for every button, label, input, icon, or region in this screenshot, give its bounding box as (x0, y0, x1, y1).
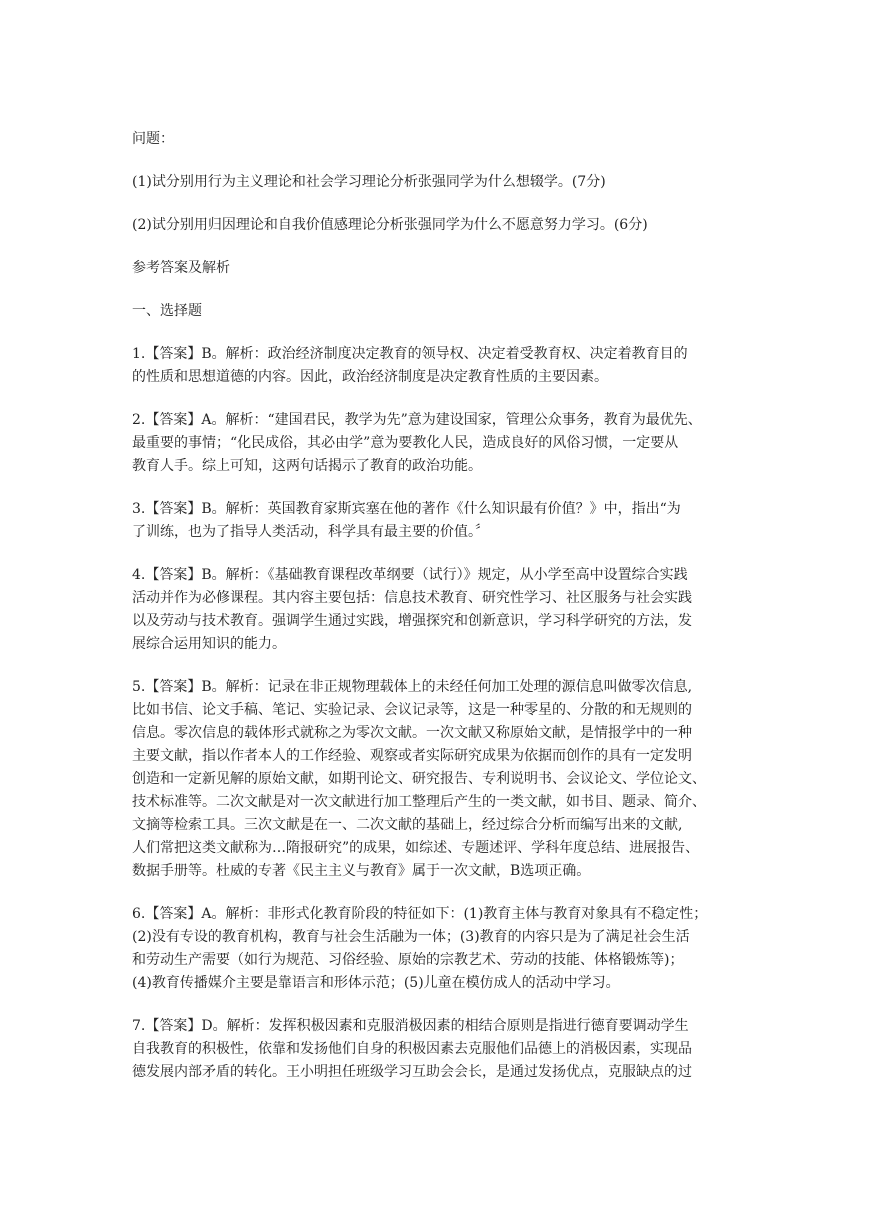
text-line: 6.【答案】A。解析：非形式化教育阶段的特征如下：(1)教育主体与教育对象具有不稳定性； (132, 906, 708, 922)
text-line: 问题： (132, 131, 174, 147)
text-line: 人们常把这类文献称为…隋报研究”的成果，如综述、专题述评、学科年度总结、进展报告、 (132, 840, 700, 856)
document-paragraph (132, 128, 738, 151)
text-line: 的性质和思想道德的内容。因此，政治经济制度是决定教育性质的主要因素。 (132, 369, 608, 385)
text-line: 3.【答案】B。解析：英国教育家斯宾塞在他的著作《什么知识最有价值？》中，指出“为 (132, 501, 681, 517)
document-paragraph (132, 409, 738, 478)
text-line: 文摘等检索工具。三次文献是在一、二次文献的基础上，经过综合分析而编写出来的文献, (132, 817, 683, 833)
text-line: 活动并作为必修课程。其内容主要包括：信息技术教育、研究性学习、社区服务与社会实践 (132, 590, 692, 606)
document-paragraph (132, 903, 738, 995)
document-paragraph (132, 300, 738, 323)
text-line: 1.【答案】B。解析：政治经济制度决定教育的领导权、决定着受教育权、决定着教育目的 (132, 346, 688, 362)
document-paragraph (132, 214, 738, 237)
text-line: 数据手册等。杜威的专著《民主主义与教育》属于一次文献，B选项正确。 (132, 863, 591, 879)
text-line: (4)教育传播媒介主要是靠语言和形体示范；(5)儿童在模仿成人的活动中学习。 (132, 975, 620, 991)
text-line: 一、选择题 (132, 303, 202, 319)
text-line: (2)试分别用归因理论和自我价值感理论分析张强同学为什么不愿意努力学习。(6分) (132, 217, 648, 233)
document-paragraph (132, 1015, 738, 1084)
document-paragraph (132, 498, 738, 544)
text-line: 最重要的事情；“化民成俗，其必由学”意为要教化人民，造成良好的风俗习惯，一定要从 (132, 435, 679, 451)
text-line: (1)试分别用行为主义理论和社会学习理论分析张强同学为什么想辍学。(7分) (132, 174, 606, 190)
text-line: 2.【答案】A。解析：“建国君民，教学为先”意为建设国家，管理公众事务，教育为最优先、 (132, 412, 702, 428)
text-line: 信息。零次信息的载体形式就称之为零次文献。一次文献又称原始文献，是情报学中的一种 (132, 725, 692, 741)
text-line: 了训练，也为了指导人类活动，科学具有最主要的价值。〞 (132, 524, 489, 540)
text-line: 教育人手。综上可知，这两句话揭示了教育的政治功能。 (132, 458, 482, 474)
text-line: 参考答案及解析 (132, 260, 230, 276)
text-line: (2)没有专设的教育机构，教育与社会生活融为一体；(3)教育的内容只是为了满足社会生活 (132, 929, 690, 945)
document-paragraph (132, 564, 738, 656)
text-line: 比如书信、论文手稿、笔记、实验记录、会议记录等，这是一种零星的、分散的和无规则的 (132, 702, 692, 718)
text-line: 主要文献，指以作者本人的工作经验、观察或者实际研究成果为依据而创作的具有一定发明 (132, 748, 692, 764)
text-line: 德发展内部矛盾的转化。王小明担任班级学习互助会会长，是通过发扬优点，克服缺点的过 (132, 1064, 692, 1080)
document-paragraph (132, 676, 738, 883)
text-line: 自我教育的积极性，依靠和发扬他们自身的积极因素去克服他们品德上的消极因素，实现品 (132, 1041, 692, 1057)
text-line: 7.【答案】D。解析：发挥积极因素和克服消极因素的相结合原则是指进行德育要调动学生 (132, 1018, 689, 1034)
text-line: 和劳动生产需要（如行为规范、习俗经验、原始的宗教艺术、劳动的技能、体格锻炼等)； (132, 952, 684, 968)
text-line: 以及劳动与技术教育。强调学生通过实践，增强探究和创新意识，学习科学研究的方法，发 (132, 613, 692, 629)
text-line: 4.【答案】B。解析：《基础教育课程改革纲要（试行）》规定，从小学至高中设置综合实践 (132, 567, 688, 583)
text-line: 技术标准等。二次文献是对一次文献进行加工整理后产生的一类文献，如书目、题录、简介、 (132, 794, 706, 810)
document-paragraph (132, 171, 738, 194)
document-paragraph (132, 343, 738, 389)
text-line: 创造和一定新见解的原始文献，如期刊论文、研究报告、专利说明书、会议论文、学位论文、 (132, 771, 706, 787)
text-line: 展综合运用知识的能力。 (132, 636, 286, 652)
document-body (132, 128, 738, 1104)
text-line: 5.【答案】B。解析：记录在非正规物理载体上的未经任何加工处理的源信息叫做零次信息, (132, 679, 693, 695)
document-paragraph (132, 257, 738, 280)
